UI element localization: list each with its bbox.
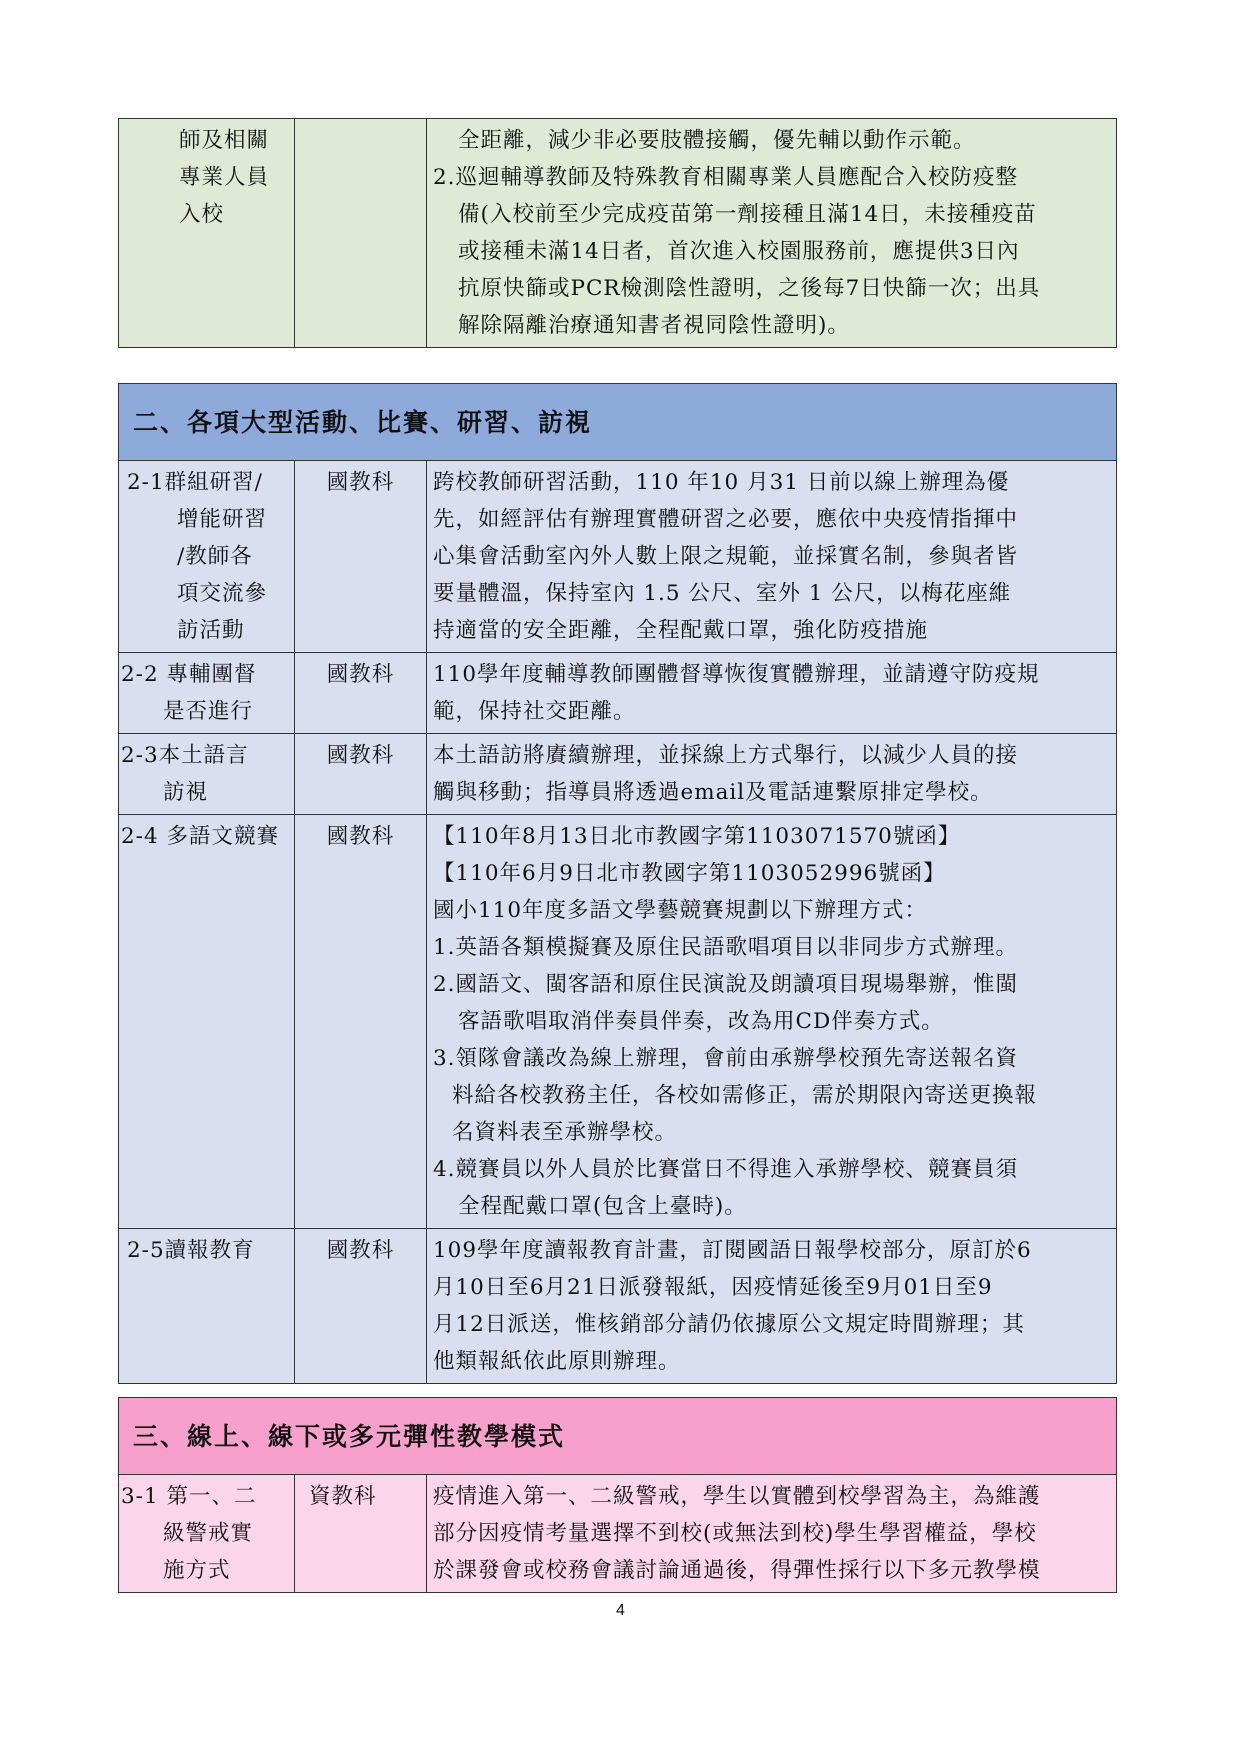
row-label <box>119 734 295 815</box>
label-line: 級警戒實 <box>163 1521 254 1546</box>
section-header <box>119 1398 1117 1475</box>
content-line: 跨校教師研習活動，110 年10 月31 日前以線上辦理為優 <box>433 470 1010 495</box>
label-line: 項交流參 <box>177 581 268 606</box>
content-line: 國小110年度多語文學藝競賽規劃以下辦理方式： <box>433 898 928 923</box>
table-row <box>119 1229 1117 1384</box>
row-content <box>427 734 1117 815</box>
content-line: 他類報紙依此原則辦理。 <box>433 1349 681 1374</box>
content-line: 4.競賽員以外人員於比賽當日不得進入承辦學校、競賽員須 <box>433 1157 1019 1182</box>
label-line: 訪活動 <box>177 618 245 643</box>
content-line: 【110年6月9日北市教國字第1103052996號函】 <box>433 861 946 886</box>
table-row <box>119 461 1117 653</box>
content-line: 109學年度讀報教育計畫，訂閱國語日報學校部分，原訂於6 <box>433 1238 1032 1263</box>
content-line: 先，如經評估有辦理實體研習之必要，應依中央疫情指揮中 <box>433 507 1019 532</box>
content-line: 110學年度輔導教師團體督導恢復實體辦理，並請遵守防疫規 <box>433 662 1040 687</box>
row-dept: 資教科 <box>295 1475 427 1593</box>
label-line: 入校 <box>179 202 225 227</box>
label-line: 2-5讀報教育 <box>127 1238 255 1263</box>
row-dept: 國教科 <box>295 734 427 815</box>
content-line: 解除隔離治療通知書者視同陰性證明)。 <box>458 313 850 338</box>
row-dept: 國教科 <box>295 653 427 734</box>
row-label <box>119 461 295 653</box>
content-line: 全距離，減少非必要肢體接觸，優先輔以動作示範。 <box>458 128 976 153</box>
label-line: 3-1 第一、二 <box>121 1484 257 1509</box>
content-line: 本土語訪將賡續辦理，並採線上方式舉行，以減少人員的接 <box>433 743 1019 768</box>
section-title: 三、線上、線下或多元彈性教學模式 <box>119 1398 1117 1475</box>
content-line: 3.領隊會議改為線上辦理，會前由承辦學校預先寄送報名資 <box>433 1046 1019 1071</box>
table-row <box>119 119 1117 348</box>
row-content <box>427 815 1117 1229</box>
content-line: 【110年8月13日北市教國字第1103071570號函】 <box>433 824 961 849</box>
section3-table <box>118 1397 1117 1593</box>
label-line: 增能研習 <box>177 507 268 532</box>
content-line: 客語歌唱取消伴奏員伴奏，改為用CD伴奏方式。 <box>458 1009 944 1034</box>
content-line: 要量體溫，保持室內 1.5 公尺、室外 1 公尺，以梅花座維 <box>433 581 1012 606</box>
label-line: 2-3本土語言 <box>121 743 249 768</box>
label-line: 是否進行 <box>163 699 254 724</box>
content-line: 備(入校前至少完成疫苗第一劑接種且滿14日，未接種疫苗 <box>458 202 1037 227</box>
label-line: 2-2 專輔團督 <box>121 662 257 687</box>
content-line: 全程配戴口罩(包含上臺時)。 <box>458 1194 747 1219</box>
table-row <box>119 1475 1117 1593</box>
row-content <box>427 1229 1117 1384</box>
row-label <box>119 119 295 348</box>
label-line: 師及相關 <box>179 128 270 153</box>
table-row <box>119 815 1117 1229</box>
content-line: 2.國語文、閩客語和原住民演說及朗讀項目現場舉辦，惟閩 <box>433 972 1019 997</box>
row-label <box>119 653 295 734</box>
label-line: 2-4 多語文競賽 <box>121 824 279 849</box>
label-line: 2-1群組研習/ <box>127 470 263 495</box>
content-line: 範，保持社交距離。 <box>433 699 636 724</box>
label-line: 施方式 <box>163 1558 231 1583</box>
label-line: /教師各 <box>177 544 253 569</box>
row-label <box>119 815 295 1229</box>
content-line: 2.巡迴輔導教師及特殊教育相關專業人員應配合入校防疫整 <box>433 165 1019 190</box>
content-line: 觸與移動；指導員將透過email及電話連繫原排定學校。 <box>433 780 993 805</box>
row-dept: 國教科 <box>295 461 427 653</box>
content-line: 料給各校教務主任，各校如需修正，需於期限內寄送更換報 <box>452 1083 1038 1108</box>
table-row <box>119 653 1117 734</box>
label-line: 訪視 <box>163 780 209 805</box>
content-line: 月10日至6月21日派發報紙，因疫情延後至9月01日至9 <box>433 1275 993 1300</box>
row-label <box>119 1229 295 1384</box>
content-line: 於課發會或校務會議討論通過後，得彈性採行以下多元教學模 <box>433 1558 1041 1583</box>
table-row <box>119 734 1117 815</box>
section-header <box>119 384 1117 461</box>
content-line: 持適當的安全距離，全程配戴口罩，強化防疫措施 <box>433 618 929 643</box>
row-content <box>427 653 1117 734</box>
content-line: 1.英語各類模擬賽及原住民語歌唱項目以非同步方式辦理。 <box>433 935 1019 960</box>
row-dept <box>295 119 427 348</box>
row-content <box>427 119 1117 348</box>
section-title: 二、各項大型活動、比賽、研習、訪視 <box>119 384 1117 461</box>
section1-tail-table <box>118 118 1117 348</box>
label-line: 專業人員 <box>179 165 270 190</box>
row-dept: 國教科 <box>295 815 427 1229</box>
content-line: 或接種未滿14日者，首次進入校園服務前，應提供3日內 <box>458 239 1020 264</box>
content-line: 抗原快篩或PCR檢測陰性證明，之後每7日快篩一次；出具 <box>458 276 1041 301</box>
content-line: 名資料表至承辦學校。 <box>452 1120 678 1145</box>
content-line: 疫情進入第一、二級警戒，學生以實體到校學習為主，為維護 <box>433 1484 1041 1509</box>
row-content <box>427 461 1117 653</box>
row-dept: 國教科 <box>295 1229 427 1384</box>
row-content <box>427 1475 1117 1593</box>
content-line: 月12日派送，惟核銷部分請仍依據原公文規定時間辦理；其 <box>433 1312 1025 1337</box>
row-label <box>119 1475 295 1593</box>
content-line: 部分因疫情考量選擇不到校(或無法到校)學生學習權益，學校 <box>433 1521 1037 1546</box>
content-line: 心集會活動室內外人數上限之規範，並採實名制，參與者皆 <box>433 544 1019 569</box>
section2-table <box>118 383 1117 1384</box>
page-number: 4 <box>616 1602 625 1619</box>
